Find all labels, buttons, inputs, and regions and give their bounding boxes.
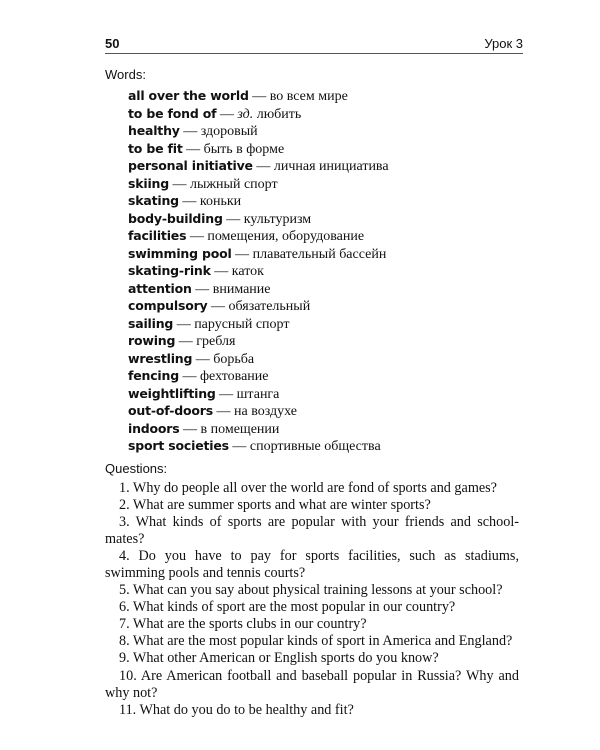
vocabulary-item: weightlifting — штанга — [128, 385, 280, 402]
translation: фехтование — [199, 369, 269, 384]
translation: во всем мире — [269, 89, 348, 104]
translation: обязательный — [228, 299, 311, 314]
vocabulary-item: rowing — гребля — [128, 333, 236, 349]
vocabulary-item: all over the world — во всем мире — [128, 88, 348, 104]
term: weightlifting — [128, 385, 216, 401]
term: wrestling — [128, 350, 193, 366]
lesson-title: Урок 3 — [484, 36, 523, 51]
term: personal initiative — [128, 158, 253, 173]
term: out-of-doors — [128, 403, 213, 418]
vocabulary-item: facilities — помещения, оборудование — [128, 228, 365, 244]
question-item: 10. Are American football and baseball popular in Russia? Why and why not? — [105, 667, 519, 701]
vocabulary-item: skiing — лыжный спорт — [128, 175, 278, 192]
translation: любить — [256, 106, 302, 122]
term: skiing — [128, 175, 169, 191]
vocabulary-item: fencing — фехтование — [128, 368, 269, 384]
translation: парусный спорт — [194, 316, 290, 332]
term: fencing — [128, 368, 179, 383]
translation: здоровый — [200, 124, 258, 139]
vocabulary-item: personal initiative — личная инициатива — [128, 158, 389, 174]
translation: плавательный бассейн — [252, 246, 387, 262]
question-item: 5. What can you say about physical training lessons at your school? — [119, 582, 503, 599]
term: skating — [128, 193, 179, 208]
vocabulary-item: skating-rink — каток — [128, 263, 264, 279]
translation: внимание — [212, 281, 271, 297]
term: sport societies — [128, 438, 229, 453]
vocabulary-item: indoors — в помещении — [128, 420, 280, 437]
vocabulary-item: out-of-doors — на воздухе — [128, 403, 297, 419]
question-item: 3. What kinds of sports are popular with your friends and school-mates? — [105, 513, 519, 547]
vocabulary-item: attention — внимание — [128, 280, 271, 297]
question-item: 9. What other American or English sports do you know? — [119, 650, 439, 667]
translation: лыжный спорт — [189, 176, 278, 192]
term: healthy — [128, 123, 180, 138]
translation: гребля — [196, 334, 236, 349]
page-number: 50 — [105, 36, 120, 51]
vocabulary-item: skating — коньки — [128, 193, 242, 209]
translation: быть в форме — [203, 141, 285, 157]
vocabulary-item: sport societies — спортивные общества — [128, 438, 381, 454]
vocabulary-item: body-building — культуризм — [128, 210, 312, 227]
vocabulary-item: swimming pool — плавательный бассейн — [128, 245, 387, 262]
questions-list — [105, 480, 519, 719]
translation: культуризм — [243, 211, 312, 227]
question-item: 4. Do you have to pay for sports facilities, such as stadiums, swimming pools and tennis courts? — [105, 547, 519, 581]
question-item: 1. Why do people all over the world are fond of sports and games? — [119, 479, 497, 496]
term: to be fond of — [128, 105, 217, 121]
translation: коньки — [199, 194, 242, 209]
term: attention — [128, 280, 192, 296]
term: sailing — [128, 315, 174, 331]
translation: спортивные общества — [249, 439, 381, 454]
vocabulary-list — [128, 87, 600, 455]
vocabulary-item: to be fit — быть в форме — [128, 140, 285, 157]
translation: штанга — [236, 386, 280, 402]
term: to be fit — [128, 140, 183, 156]
vocabulary-item: sailing — парусный спорт — [128, 315, 290, 332]
question-item: 8. What are the most popular kinds of sport in America and England? — [119, 633, 513, 650]
vocabulary-item: healthy — здоровый — [128, 123, 258, 139]
term: skating-rink — [128, 263, 211, 278]
term: facilities — [128, 228, 187, 243]
words-heading: Words: — [105, 67, 146, 82]
term: rowing — [128, 333, 176, 348]
vocabulary-item: to be fond of — зд. любить — [128, 105, 302, 122]
term: compulsory — [128, 298, 208, 313]
question-item: 2. What are summer sports and what are winter sports? — [119, 496, 431, 513]
translation: помещения, оборудование — [207, 229, 365, 244]
translation: борьба — [213, 351, 255, 367]
question-item: 7. What are the sports clubs in our country? — [119, 616, 367, 633]
page-header — [105, 36, 523, 54]
term: body-building — [128, 210, 223, 226]
term: swimming pool — [128, 245, 232, 261]
translation: личная инициатива — [273, 159, 389, 174]
usage-note: зд. — [237, 106, 254, 122]
translation: на воздухе — [233, 404, 297, 419]
questions-heading: Questions: — [105, 460, 168, 476]
term: all over the world — [128, 88, 249, 103]
vocabulary-item: wrestling — борьба — [128, 350, 255, 367]
question-item: 11. What do you do to be healthy and fit? — [119, 701, 354, 718]
question-item: 6. What kinds of sport are the most popular in our country? — [119, 599, 456, 616]
term: indoors — [128, 420, 180, 436]
translation: в помещении — [200, 421, 280, 437]
translation: каток — [231, 264, 264, 279]
vocabulary-item: compulsory — обязательный — [128, 298, 311, 314]
